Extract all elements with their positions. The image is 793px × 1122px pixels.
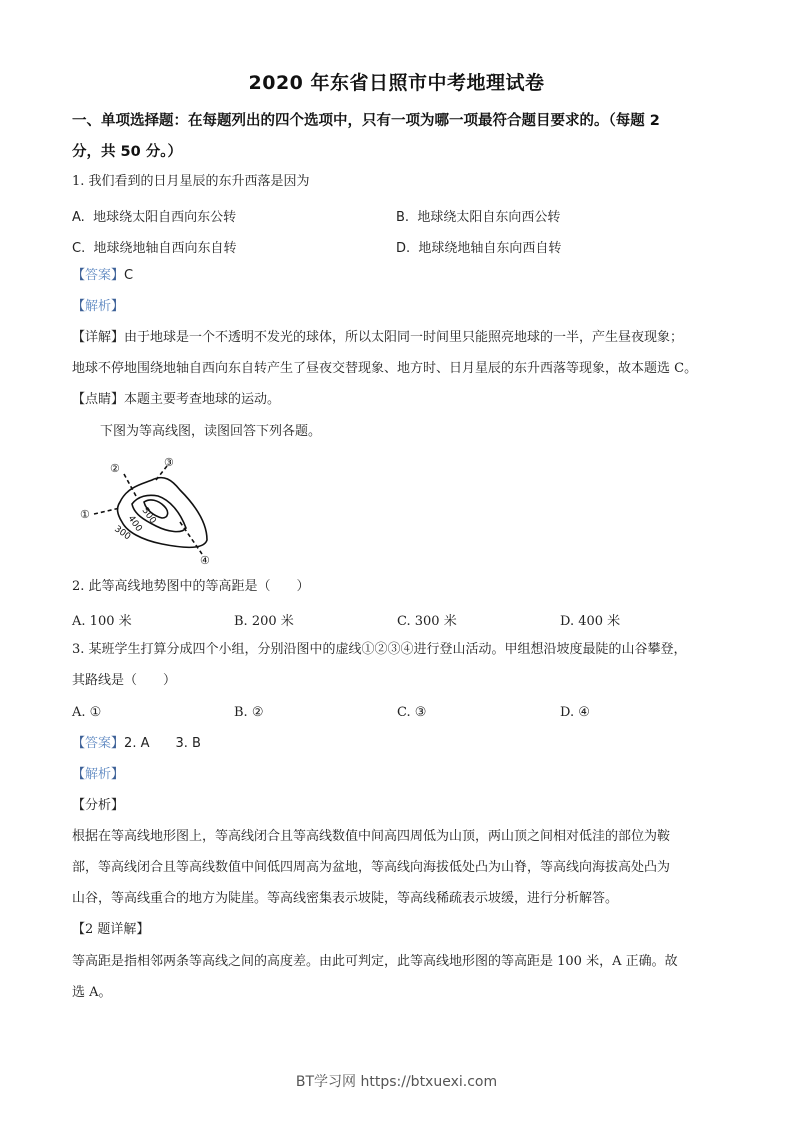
- q2-detail-line2: 选 A。: [72, 985, 112, 1000]
- contour-300: 300: [112, 524, 133, 543]
- q2-option-a: A. 100 米: [72, 614, 132, 629]
- watermark-footer: BT学习网 https://btxuexi.com: [295, 1074, 498, 1090]
- q3-option-d: D. ④: [560, 705, 590, 720]
- q3-stem-line2: 其路线是（ ）: [72, 673, 177, 688]
- figure-intro: 下图为等高线图，读图回答下列各题。: [100, 424, 322, 439]
- fenxi-line2: 部，等高线闭合且等高线数值中间低四周高为盆地，等高线向海拔低处凸为山脊，等高线向海拔高处凸为: [72, 860, 671, 875]
- fenxi-line1: 根据在等高线地形图上，等高线闭合且等高线数值中间高四周低为山顶，两山顶之间相对低洼的部位为鞍: [72, 829, 671, 844]
- q3-stem-line1: 3. 某班学生打算分成四个小组，分别沿图中的虚线①②③④进行登山活动。甲组想沿坡度最陡的山谷攀登，: [72, 642, 687, 657]
- q1-stem: 1. 我们看到的日月星辰的东升西落是因为: [72, 174, 310, 189]
- q2-detail-line1: 等高距是指相邻两条等高线之间的高度差。由此可判定，此等高线地形图的等高距是 100 米，A 正确。故: [72, 954, 678, 969]
- q1-option-c: C. 地球绕地轴自西向东自转: [72, 241, 237, 256]
- route-label-3: ③: [164, 456, 174, 469]
- section-heading-line2: 分，共 50 分。）: [72, 144, 183, 160]
- contour-400: 400: [125, 513, 144, 534]
- q2-detail-label: 【2 题详解】: [72, 922, 150, 937]
- q2-option-b: B. 200 米: [234, 614, 294, 629]
- q3-option-b: B. ②: [234, 705, 264, 720]
- answer-label: 答案: [85, 268, 112, 283]
- q1-option-d: D. 地球绕地轴自东向西自转: [396, 241, 562, 256]
- q1-point: 【点睛】本题主要考查地球的运动。: [72, 392, 281, 407]
- q2-option-d: D. 400 米: [560, 614, 621, 629]
- fenxi-label: 【分析】: [72, 798, 125, 813]
- q1-option-a: A. 地球绕太阳自西向东公转: [72, 210, 237, 225]
- q3-option-a: A. ①: [72, 705, 102, 720]
- q2-stem: 2. 此等高线地势图中的等高距是（ ）: [72, 579, 310, 594]
- q23-answer: 【答案】2. A 3. B: [72, 736, 201, 751]
- q3-option-c: C. ③: [397, 705, 427, 720]
- q1-option-b: B. 地球绕太阳自东向西公转: [396, 210, 561, 225]
- section-heading-line1: 一、单项选择题：在每题列出的四个选项中，只有一项为哪一项最符合题目要求的。（每题 2: [72, 113, 660, 129]
- route-label-1: ①: [80, 508, 90, 521]
- route-label-4: ④: [200, 554, 210, 567]
- q1-detail-line2: 地球不停地围绕地轴自西向东自转产生了昼夜交替现象、地方时、日月星辰的东升西落等现象，故本题选 C。: [72, 361, 698, 376]
- q2-option-c: C. 300 米: [397, 614, 457, 629]
- route-label-2: ②: [110, 462, 120, 475]
- answer-value: C: [124, 268, 134, 283]
- q1-detail-line1: 【详解】由于地球是一个不透明不发光的球体，所以太阳同一时间里只能照亮地球的一半，产生昼夜现象；: [72, 330, 684, 345]
- contour-500: 500: [139, 505, 158, 526]
- contour-map-figure: [72, 452, 232, 570]
- fenxi-line3: 山谷，等高线重合的地方为陡崖。等高线密集表示坡陡，等高线稀疏表示坡缓，进行分析解答。: [72, 891, 619, 906]
- page-title: 2020 年东省日照市中考地理试卷: [248, 72, 545, 94]
- q23-analysis-label: 【解析】: [72, 767, 125, 782]
- q1-answer: 【答案】C: [72, 268, 134, 283]
- q1-analysis-label: 【解析】: [72, 299, 125, 314]
